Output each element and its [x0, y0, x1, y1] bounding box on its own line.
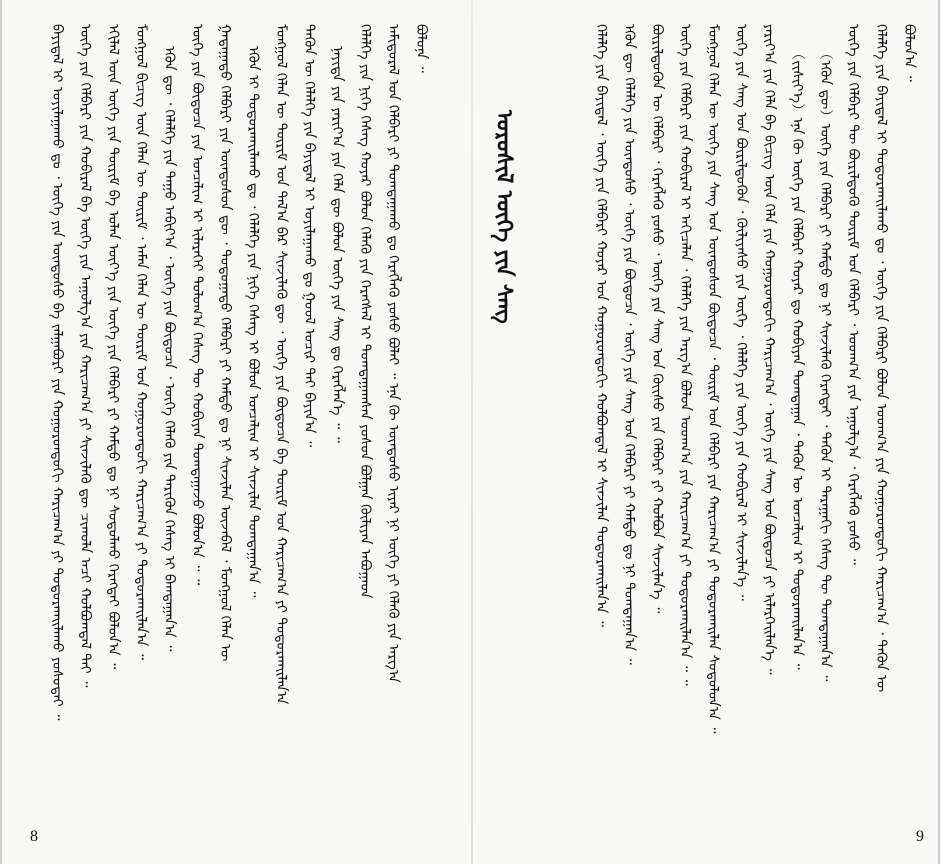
- page-number: 8: [30, 828, 38, 845]
- section-heading: ᠣᠷᠣᠰᠢᠯ ᠦᠭᠡ ᠶᠢᠨ ᠰᠠᠩ: [491, 110, 517, 324]
- text-column: ᠡᠭᠦᠨ ᠳᠦ ᠬᠡᠯᠡᠯᠭᠡ ᠶᠢᠨ ᠦᠨᠳᠦᠰᠦ ᠂ ᠦᠭᠡ ᠶᠢᠨ ᠪᠦᠲᠦᠴᠡ ᠂ ᠦᠭᠡ ᠶᠢᠨ ᠰᠠᠩ ᠤᠨ ᠬᠡᠯᠪᠡᠷᠢ ᠶᠢ ᠬᠠᠮᠲᠤ ᠳᠤ ᠨᠢ ᠲᠣᠭᠲᠠᠭᠠᠨ᠎ᠠ ᠃: [621, 24, 637, 665]
- text-column: ᠬᠡᠯᠡᠯᠭᠡ ᠶᠢᠨ ᠪᠠᠶᠢᠳᠠᠯ ᠢ ᠲᠣᠳᠣᠷᠬᠠᠢᠯᠠᠬᠤ ᠳᠤ ᠂ ᠦᠭᠡ ᠶᠢᠨ ᠬᠡᠯᠪᠡᠷᠢ ᠪᠣᠯᠤᠨ ᠤᠳᠬ᠎ᠠ ᠶᠢᠨ ᠬᠣᠭᠣᠷᠤᠨᠳᠤᠬᠢ ᠬᠠᠷᠢᠴᠠᠭ᠎ᠠ ᠂ ᠲᠡᠭᠦᠨ ᠦ: [873, 24, 889, 693]
- text-column: ᠬᠡᠯᠡᠯᠭᠡ ᠶᠢᠨ ᠨᠢᠭᠡ ᠬᠡᠰᠡᠭ ᠬᠣᠶᠠᠷ ᠪᠣᠯᠤᠨ ᠬᠡᠯᠡᠬᠦ ᠶᠢᠨ ᠬᠡᠷᠡᠭᠰᠡᠯ ᠢ ᠲᠣᠭᠲᠠᠭᠠᠭᠰᠠᠨ ᠶᠣᠰᠣᠨ ᠪᠣᠯᠭᠠᠨ ᠬᠦᠯᠢᠶᠡᠨ ᠠᠪᠤᠭᠠᠳ: [357, 24, 373, 599]
- text-column: ᠪᠠᠶᠢᠳᠠᠯ ᠢ ᠣᠶᠢᠯᠠᠭᠠᠬᠤ ᠳᠤ ᠂ ᠦᠭᠡ ᠶᠢᠨ ᠦᠨᠳᠦᠰᠦ ᠪᠠ ᠵᠠᠯᠭᠠᠪᠤᠷᠢ ᠶᠢᠨ ᠬᠣᠭᠣᠷᠤᠨᠳᠤᠬᠢ ᠬᠠᠷᠢᠴᠠᠭ᠎ᠠ ᠶᠢ ᠲᠣᠳᠣᠷᠬᠠᠢᠯᠠᠬᠤ ᠶᠣᠰᠣᠲᠠᠢ ᠃: [49, 24, 65, 721]
- text-column: ᠪᠣᠯᠤᠨ᠎ᠠ ᠃: [901, 24, 917, 82]
- page-number: 9: [916, 828, 924, 845]
- text-column: ᠪᠣᠯᠤᠨᠠ ᠃: [413, 24, 429, 73]
- text-column: ᠡᠭᠦᠨ ᠢ ᠲᠣᠳᠣᠷᠬᠠᠢᠯᠠᠬᠤ ᠳᠤ ᠂ ᠬᠡᠯᠡᠯᠭᠡ ᠶᠢᠨ ᠨᠢᠭᠡ ᠬᠡᠰᠡᠭ ᠢ ᠪᠣᠯᠤᠨ ᠣᠨᠴᠠᠯᠢᠭ ᠢ ᠰᠢᠨᠵᠢᠯᠡᠨ ᠲᠣᠭᠲᠠᠭᠠᠨ᠎ᠠ ᠃: [245, 46, 261, 598]
- text-column: （ᠵᠢᠱᠢᠶ᠎ᠡ）ᠡᠨᠡ ᠬᠦ ᠦᠭᠡ ᠶᠢᠨ ᠬᠡᠯᠪᠡᠷᠢ ᠬᠣᠶᠠᠷ ᠳᠤ ᠬᠤᠪᠢᠶᠠᠨ ᠲᠣᠭᠲᠠᠭᠠᠨ ᠂ ᠲᠡᠭᠦᠨ ᠦ ᠣᠨᠴᠠᠯᠢᠭ ᠢ ᠲᠣᠳᠣᠷᠬᠠᠢᠯᠠᠨ᠎ᠠ ᠃: [789, 46, 805, 670]
- text-column: ᠲᠡᠭᠦᠨ ᠦ ᠬᠡᠯᠡᠯᠭᠡ ᠶᠢᠨ ᠪᠠᠶᠢᠳᠠᠯ ᠢ ᠣᠶᠢᠯᠠᠭᠠᠬᠤ ᠳᠤ ᠭᠣᠣᠯ ᠤᠴᠢᠷ ᠲᠠᠢ ᠪᠠᠶᠢᠨ᠎ᠠ ᠃: [301, 24, 317, 448]
- text-column: ᠪᠦᠷᠢᠯᠳᠦᠬᠦᠨ ᠦ ᠬᠡᠯᠪᠡᠷᠢ ᠂ ᠬᠡᠷᠡᠭᠯᠡᠬᠦ ᠶᠣᠰᠣ ᠂ ᠦᠭᠡ ᠶᠢᠨ ᠰᠠᠩ ᠤᠨ ᠬᠦᠢᠰᠦ ᠶᠢᠨ ᠬᠡᠯᠪᠡᠷᠢ ᠶᠢ ᠬᠣᠯᠪᠣᠨ ᠰᠢᠨᠵᠢᠯᠡᠨ᠎ᠡ ᠃: [649, 24, 665, 614]
- text-column: ᠮᠣᠩᠭᠣᠯ ᠬᠡᠯᠡᠨ ᠦ ᠦᠭᠡ ᠶᠢᠨ ᠰᠠᠩ ᠤᠨ ᠦᠨᠳᠦᠰᠦᠨ ᠪᠦᠲᠦᠴᠡ ᠂ ᠳᠦᠷᠢᠮ ᠤᠨ ᠬᠡᠯᠪᠡᠷᠢ ᠶᠢᠨ ᠬᠠᠷᠢᠴᠠᠭ᠎ᠠ ᠶᠢ ᠲᠣᠳᠣᠷᠬᠠᠢᠯᠠᠨ ᠰᠤᠳᠤᠯᠤᠨ᠎ᠠ ᠃: [705, 24, 721, 734]
- text-column: ᠦᠭᠡ ᠶᠢᠨ ᠪᠦᠲᠦᠴᠡ ᠶᠢᠨ ᠣᠨᠴᠠᠯᠢᠭ ᠢ ᠢᠯᠡᠷᠡᠬᠡᠢ ᠳᠣᠯᠣᠭ᠎ᠠ ᠬᠡᠰᠡᠭ ᠲᠦ ᠬᠤᠪᠢᠶᠠᠨ ᠲᠣᠭᠲᠠᠭᠠᠵᠤ ᠪᠣᠯᠤᠨ᠎ᠠ ᠃ ᠃: [189, 24, 205, 585]
- text-column: ᠠᠮᠢᠳᠤᠷᠠᠯ ᠤᠨ ᠬᠡᠯᠪᠡᠷᠢ ᠶᠢ ᠲᠣᠭᠲᠠᠭᠠᠬᠤ ᠳᠤ ᠬᠡᠷᠡᠭᠯᠡᠬᠦ ᠶᠣᠰᠣ ᠪᠣᠯᠠᠢ ᠃ ᠡᠨᠡ ᠬᠦ ᠦᠨᠳᠦᠰᠦ ᠢᠶᠡᠷ ᠨᠢ ᠦᠭᠡ ᠶᠢ ᠬᠡᠯᠡᠬᠦ ᠶᠢᠨ ᠠᠷᠭ᠎ᠠ: [385, 24, 401, 683]
- text-column: ᠡᠬᠢᠯᠡᠯ ᠦᠨ ᠦᠭᠡ ᠶᠢᠨ ᠳᠦᠷᠢᠮ ᠪᠠ ᠣᠯᠠᠨ ᠦᠶ᠎ᠡ ᠶᠢᠨ ᠦᠭᠡ ᠶᠢᠨ ᠬᠡᠯᠪᠡᠷᠢ ᠶᠢ ᠬᠠᠮᠲᠤ ᠳᠤ ᠨᠢ ᠰᠤᠳᠤᠯᠬᠤ ᠬᠡᠷᠡᠭᠲᠡᠢ ᠪᠣᠯᠤᠨ᠎ᠠ ᠃: [105, 24, 121, 670]
- text-column: ᠡᠭᠦᠨ ᠳᠦ ᠂ ᠬᠡᠯᠡᠯᠭᠡ ᠶᠢᠨ ᠳᠠᠭᠤ ᠠᠪᠢᠶ᠎ᠠ ᠂ ᠦᠭᠡ ᠶᠢᠨ ᠪᠦᠲᠦᠴᠡ ᠂ ᠦᠭᠡ ᠬᠡᠯᠡᠬᠦ ᠶᠢᠨ ᠲᠡᠷᠢᠭᠦᠨ ᠬᠡᠰᠡᠭ ᠢ ᠪᠠᠭᠲᠠᠭᠠᠨ᠎ᠠ ᠃: [161, 46, 177, 652]
- text-column: ᠦᠭᠡ ᠶᠢᠨ ᠰᠠᠩ ᠤᠨ ᠪᠦᠷᠢᠯᠳᠦᠬᠦᠨ ᠂ ᠬᠦᠯᠢᠶᠡᠰᠦ ᠶᠢᠨ ᠦᠭᠡ ᠂ ᠬᠡᠯᠡᠯᠭᠡ ᠶᠢᠨ ᠦᠭᠡ ᠶᠢᠨ ᠬᠤᠪᠢᠷᠠᠯ ᠢ ᠰᠢᠨᠵᠢᠯᠡᠨ᠎ᠡ ᠃: [733, 24, 749, 601]
- text-column: ᠬᠡᠯᠡᠯᠭᠡ ᠶᠢᠨ ᠪᠠᠶᠢᠳᠠᠯ ᠂ ᠦᠭᠡ ᠶᠢᠨ ᠬᠡᠯᠪᠡᠷᠢ ᠬᠣᠶᠠᠷ ᠤᠨ ᠬᠣᠭᠣᠷᠤᠨᠳᠤᠬᠢ ᠬᠣᠯᠪᠣᠭᠳᠠᠯ ᠢ ᠰᠢᠨᠵᠢᠯᠡᠨ ᠲᠣᠳᠣᠷᠬᠠᠢᠯᠠᠨ᠎ᠠ ᠃: [593, 24, 609, 627]
- text-column: ᠮᠣᠩᠭᠣᠯ ᠬᠡᠯᠡᠨ ᠦ ᠳᠦᠷᠢᠮ ᠤᠨ ᠲᠠᠯ᠎ᠠ ᠪᠠᠷ ᠰᠢᠨᠵᠢᠯᠡᠬᠦ ᠳᠦ ᠂ ᠦᠭᠡ ᠶᠢᠨ ᠪᠦᠲᠦᠴᠡ ᠪᠠ ᠳᠦᠷᠢᠮ ᠤᠨ ᠬᠠᠷᠢᠴᠠᠭ᠎ᠠ ᠶᠢ ᠲᠣᠳᠣᠷᠬᠠᠢᠯᠠᠨ᠎ᠠ: [273, 24, 289, 705]
- text-column: ᠨᠡᠶᠢᠲᠡ ᠶᠢᠨ ᠶᠠᠷᠢᠶ᠎ᠠ ᠶᠢᠨ ᠬᠡᠯᠡ ᠳᠦ ᠪᠣᠯᠤᠨ ᠦᠭᠡ ᠶᠢᠨ ᠰᠠᠩ ᠳᠤ ᠬᠡᠷᠡᠭᠯᠡᠨ᠎ᠡ ᠃ ᠃: [329, 46, 345, 443]
- page-gutter: [471, 0, 473, 864]
- text-column: ᠦᠭᠡ ᠶᠢᠨ ᠬᠡᠯᠪᠡᠷᠢ ᠲᠦ ᠪᠦᠷᠢᠯᠳᠦᠬᠦ ᠳᠦᠷᠢᠮ ᠤᠨ ᠬᠡᠯᠪᠡᠷᠢ ᠂ ᠤᠳᠬ᠎ᠠ ᠶᠢᠨ ᠠᠭᠤᠯᠭ᠎ᠠ ᠂ ᠬᠡᠷᠡᠭᠯᠡᠬᠦ ᠶᠣᠰᠣ ᠃: [845, 24, 861, 565]
- text-column: ᠦᠭᠡ ᠶᠢᠨ ᠬᠡᠯᠪᠡᠷᠢ ᠶᠢᠨ ᠬᠤᠪᠢᠷᠠᠯ ᠢ ᠠᠬᠢᠴᠠᠯᠠᠨ ᠂ ᠬᠡᠯᠡᠯᠭᠡ ᠶᠢᠨ ᠠᠷᠭ᠎ᠠ ᠪᠣᠯᠤᠨ ᠤᠳᠬ᠎ᠠ ᠶᠢᠨ ᠬᠠᠷᠢᠴᠠᠭ᠎ᠠ ᠶᠢ ᠲᠣᠳᠣᠷᠬᠠᠢᠯᠠᠨ᠎ᠠ ᠃ ᠃: [677, 24, 693, 686]
- text-column: ᠶᠠᠷᠢᠶ᠎ᠠ ᠶᠢᠨ ᠬᠡᠯᠡ ᠪᠠ ᠪᠢᠴᠢᠭ ᠦᠨ ᠬᠡᠯᠡ ᠶᠢᠨ ᠬᠣᠭᠣᠷᠤᠨᠳᠤᠬᠢ ᠬᠠᠷᠢᠴᠠᠭ᠎ᠠ ᠂ ᠦᠭᠡ ᠶᠢᠨ ᠰᠠᠩ ᠤᠨ ᠪᠦᠲᠦᠴᠡ ᠶᠢ ᠢᠯᠡᠷᠬᠡᠢᠯᠡᠨ᠎ᠡ ᠃: [761, 24, 777, 675]
- text-column: （ᠡᠭᠦᠨ ᠳᠦ）ᠦᠭᠡ ᠶᠢᠨ ᠬᠡᠯᠪᠡᠷᠢ ᠶᠢ ᠬᠠᠮᠲᠤ ᠳᠤ ᠨᠢ ᠰᠢᠨᠵᠢᠯᠡᠬᠦ ᠬᠡᠷᠡᠭᠲᠡᠢ ᠂ ᠲᠡᠭᠦᠨ ᠢ ᠳᠠᠷᠠᠭᠠᠬᠢ ᠬᠡᠰᠡᠭ ᠲᠦ ᠲᠣᠭᠲᠠᠭᠠᠨ᠎ᠠ ᠃: [817, 46, 833, 682]
- text-column: ᠦᠭᠡ ᠶᠢᠨ ᠬᠡᠯᠪᠡᠷᠢ ᠶᠢᠨ ᠬᠤᠪᠢᠷᠠᠯ ᠪᠠ ᠦᠭᠡ ᠶᠢᠨ ᠠᠭᠤᠯᠭ᠎ᠠ ᠶᠢᠨ ᠬᠠᠷᠢᠴᠠᠭ᠎ᠠ ᠶᠢ ᠰᠢᠨᠵᠢᠯᠡᠬᠦ ᠳᠦ ᠴᠢᠬᠤᠯᠠ ᠠᠴᠢ ᠬᠣᠯᠪᠣᠭᠳᠠᠯ ᠲᠠᠢ ᠃: [77, 24, 93, 688]
- text-column: ᠭᠠᠳᠠᠭᠠᠳᠤ ᠬᠡᠯᠪᠡᠷᠢ ᠶᠢᠨ ᠦᠨᠳᠦᠰᠦᠨ ᠳᠦ ᠂ ᠳᠣᠲᠣᠭᠠᠳᠤ ᠬᠡᠯᠪᠡᠷᠢ ᠶᠢ ᠬᠠᠮᠲᠤ ᠳᠤ ᠨᠢ ᠰᠢᠨᠵᠢᠯᠡᠨ ᠦᠵᠡᠪᠡᠯ ᠂ ᠮᠣᠩᠭᠣᠯ ᠬᠡᠯᠡᠨ ᠦ: [217, 24, 233, 662]
- text-column: ᠮᠣᠩᠭᠣᠯ ᠪᠢᠴᠢᠭ ᠦᠨ ᠬᠡᠯᠡᠨ ᠦ ᠳᠦᠷᠢᠮ ᠂ ᠠᠮᠠᠨ ᠬᠡᠯᠡᠨ ᠦ ᠳᠦᠷᠢᠮ ᠤᠨ ᠬᠣᠭᠣᠷᠤᠨᠳᠤᠬᠢ ᠬᠠᠷᠢᠴᠠᠭ᠎ᠠ ᠶᠢ ᠲᠣᠳᠣᠷᠬᠠᠢᠯᠠᠨ᠎ᠠ ᠃: [133, 24, 149, 660]
